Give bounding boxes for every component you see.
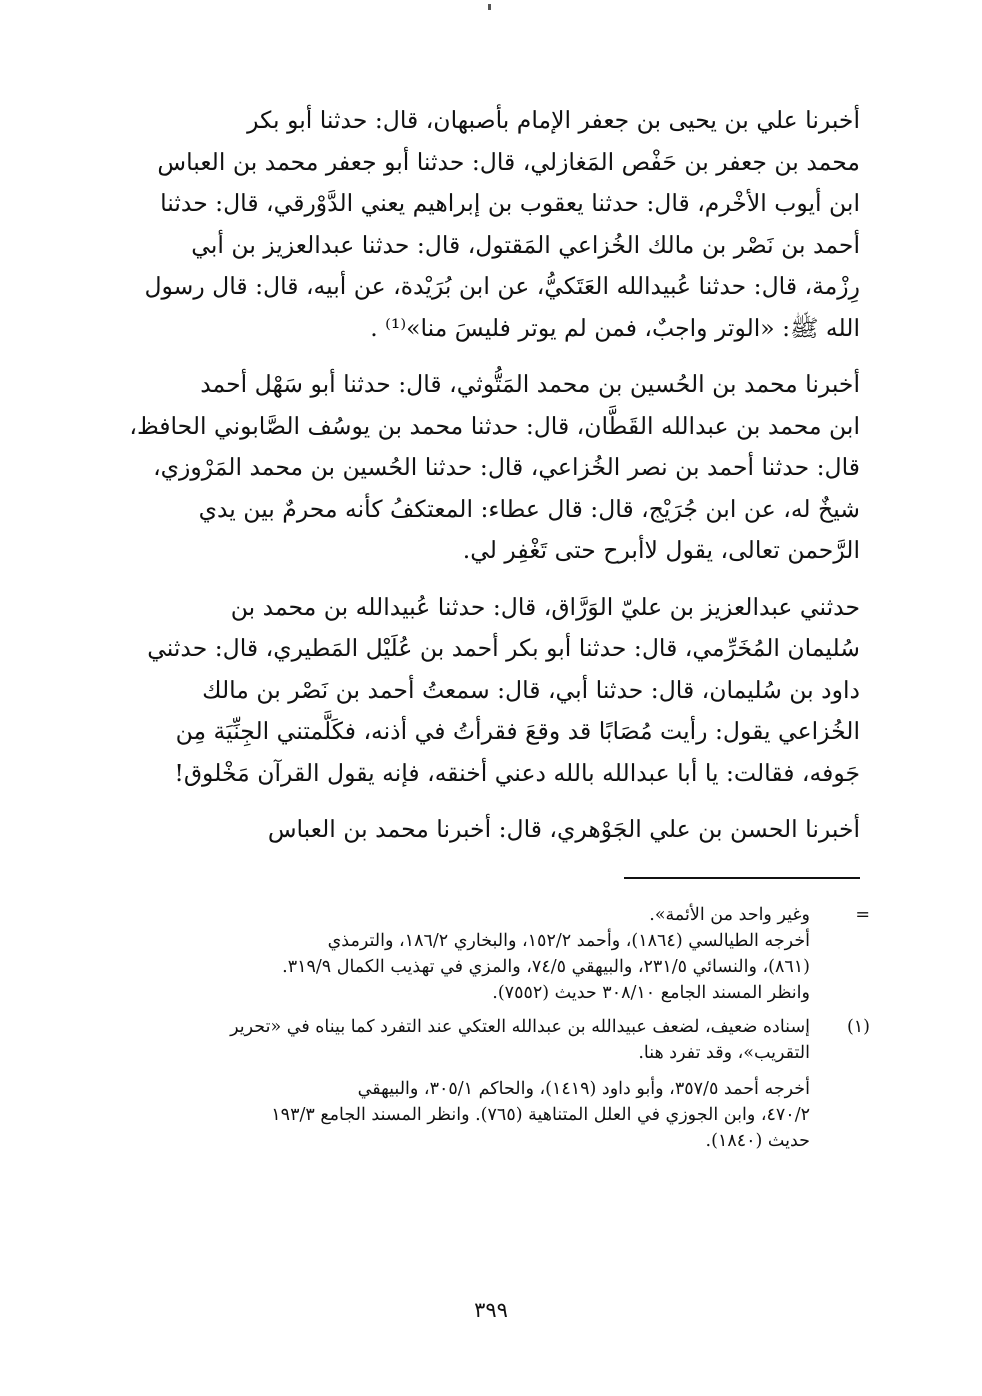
paragraph-3 [130,587,860,795]
footnote-1 [150,1014,870,1154]
text-line: أخبرنا محمد بن الحُسين بن محمد المَتُّوثي، قال: حدثنا أبو سَهْل أحمد [200,370,860,398]
text-line: أخبرنا علي بن يحيى بن جعفر الإمام بأصبهان، قال: حدثنا أبو بكر [247,106,860,134]
footnote-line: أخرجه الطيالسي (١٨٦٤)، وأحمد ١٥٢/٢، والبخاري ١٨٦/٢، والترمذي [327,931,810,951]
footnote-line: إسناده ضعيف، لضعف عبيدالله بن عبدالله العتكي عند التفرد كما بيناه في «تحرير [230,1017,810,1037]
text-line: أخبرنا الحسن بن علي الجَوْهري، قال: أخبرنا محمد بن العباس [267,815,860,843]
footnote-line: وغير واحد من الأئمة». [649,905,810,925]
text-line: أحمد بن نَصْر بن مالك الخُزاعي المَقتول، قال: حدثنا عبدالعزيز بن أبي [191,230,860,259]
paragraph-4 [130,809,860,851]
footnotes [150,902,870,1162]
text-line: سُليمان المُخَرِّمي، قال: حدثنا أبو بكر أحمد بن عُلَيْل المَطيري، قال: حدثني [147,634,860,662]
footnote-line: حديث (١٨٤٠). [705,1131,810,1151]
paragraph-1 [130,100,860,349]
footnote-line: وانظر المسند الجامع ٣٠٨/١٠ حديث (٧٥٥٢). [492,983,810,1003]
text-line: محمد بن جعفر بن حَفْص المَغازلي، قال: حدثنا أبو جعفر محمد بن العباس [157,147,860,176]
main-text [130,100,860,866]
footnote-separator [624,877,860,879]
text-line: ابن محمد بن عبدالله القَطَّان، قال: حدثنا محمد بن يوسُف الصَّابوني الحافظ، [129,411,860,440]
text-line: قال: حدثنا أحمد بن نصر الخُزاعي، قال: حدثنا الحُسين بن محمد المَرْوزي، [153,453,860,481]
footnote-continuation [150,902,870,1006]
top-scan-mark [488,4,491,10]
footnote-continuation-marker: = [855,905,870,925]
text-line: الله ﷺ: «الوتر واجبٌ، فمن لم يوتر فليسَ منا»⁽¹⁾ . [370,313,860,342]
footnote-line: ٤٧٠/٢، وابن الجوزي في العلل المتناهية (٧٦٥). وانظر المسند الجامع ١٩٣/٣ [271,1105,810,1125]
text-line: ابن أيوب الأخْرم، قال: حدثنا يعقوب بن إبراهيم يعني الدَّوْرقي، قال: حدثنا [160,189,860,217]
footnote-line: (٨٦١)، والنسائي ٢٣١/٥، والبيهقي ٧٤/٥، والمزي في تهذيب الكمال ٣١٩/٩. [282,957,810,977]
footnote-line: التقريب»، وقد تفرد هنا. [638,1043,810,1063]
paragraph-2 [130,364,860,572]
footnote-1-references [150,1076,810,1154]
text-line: الخُزاعي يقول: رأيت مُصَابًا قد وقعَ فقرأتُ في أذنه، فكَلَّمتني الجِنِّيَة مِن [175,717,860,745]
page-number: ٣٩٩ [474,1298,508,1322]
text-line: حدثني عبدالعزيز بن عليّ الوَرَّاق، قال: حدثنا عُبيدالله بن محمد بن [230,592,860,621]
text-line: رِزْمة، قال: حدثنا عُبيدالله العَتَكيُّ، عن ابن بُرَيْدة، عن أبيه، قال: قال رسول [144,272,860,300]
text-line: الرَّحمن تعالى، يقول لاأبرح حتى تَغْفِر لي. [462,536,860,564]
text-line: شيخٌ له، عن ابن جُرَيْج، قال: قال عطاء: المعتكفُ كأنه محرمٌ بين يدي [198,494,860,523]
footnote-1-marker: (١) [846,1017,870,1037]
text-line: داود بن سُليمان، قال: حدثنا أبي، قال: سمعتُ أحمد بن نَصْر بن مالك [202,675,860,704]
text-line: جَوفه، فقالت: يا أبا عبدالله بالله دعني أخنقه، فإنه يقول القرآن مَخْلوق! [174,758,860,787]
footnote-line: أخرجه أحمد ٣٥٧/٥، وأبو داود (١٤١٩)، والحاكم ٣٠٥/١، والبيهقي [357,1079,810,1099]
